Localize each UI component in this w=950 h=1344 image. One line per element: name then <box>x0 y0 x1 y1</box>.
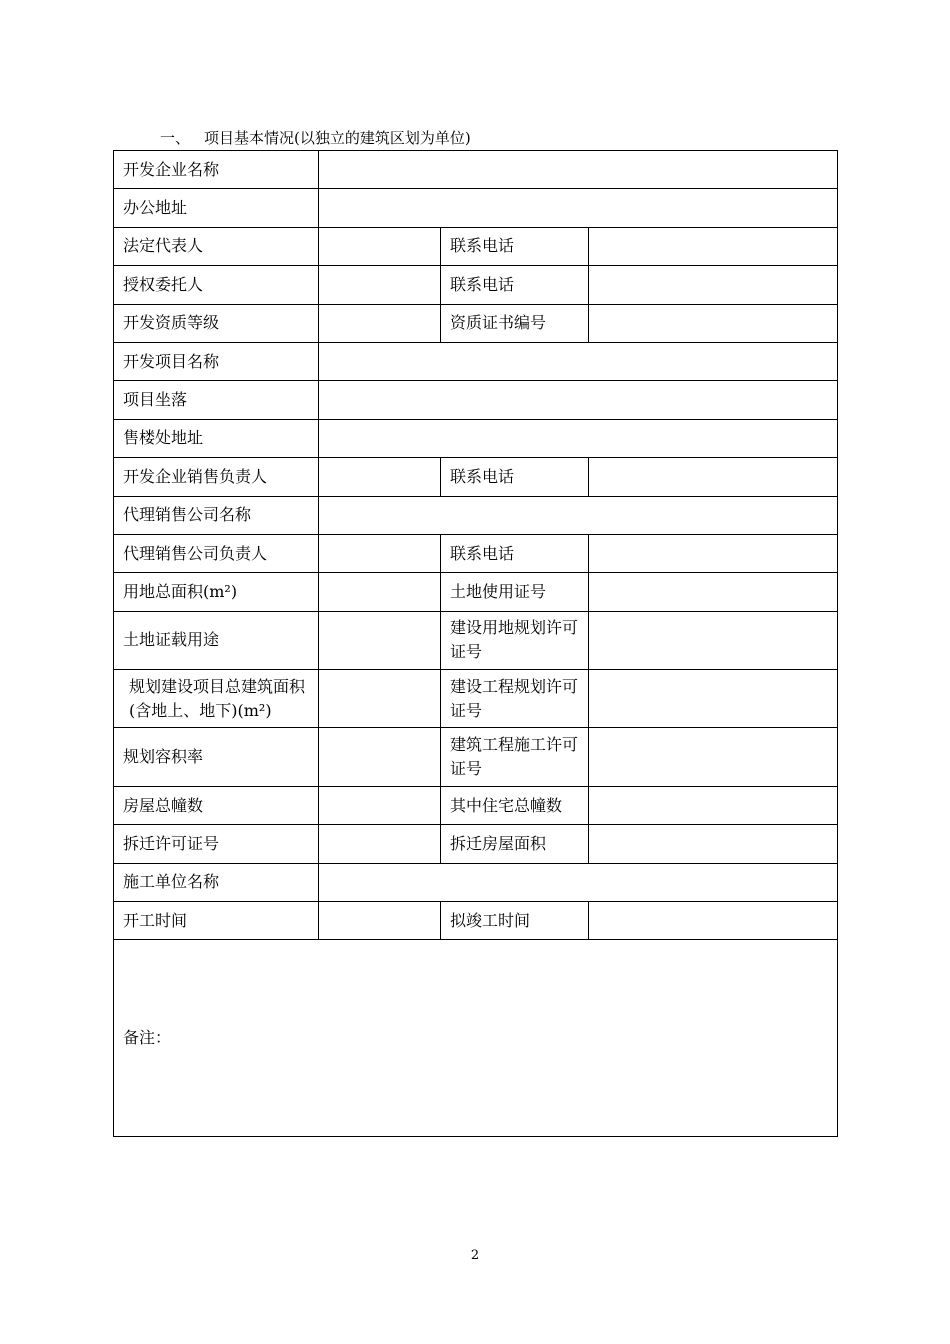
agency-manager-label: 代理销售公司负责人 <box>114 534 319 572</box>
demolition-area-field[interactable] <box>589 825 838 863</box>
remarks-cell[interactable] <box>114 940 838 1137</box>
sales-manager-field[interactable] <box>319 458 441 496</box>
start-time-field[interactable] <box>319 902 441 940</box>
agency-name-field[interactable] <box>319 496 838 534</box>
land-area-label: 用地总面积(m²) <box>114 573 319 611</box>
table-row <box>114 728 838 786</box>
total-buildings-field[interactable] <box>319 786 441 824</box>
table-row <box>114 458 838 496</box>
table-row <box>114 189 838 227</box>
project-name-field[interactable] <box>319 342 838 380</box>
table-row <box>114 825 838 863</box>
legal-rep-phone-label: 联系电话 <box>441 227 589 265</box>
table-row <box>114 670 838 728</box>
sales-office-address-label: 售楼处地址 <box>114 419 319 457</box>
total-floor-area-field[interactable] <box>319 670 441 728</box>
project-info-table <box>113 150 838 1137</box>
land-use-cert-no-label: 土地使用证号 <box>441 573 589 611</box>
project-location-label: 项目坐落 <box>114 381 319 419</box>
table-row <box>114 342 838 380</box>
residential-buildings-field[interactable] <box>589 786 838 824</box>
qualification-level-label: 开发资质等级 <box>114 304 319 342</box>
total-buildings-label: 房屋总幢数 <box>114 786 319 824</box>
contractor-name-label: 施工单位名称 <box>114 863 319 901</box>
sales-office-address-field[interactable] <box>319 419 838 457</box>
table-row <box>114 266 838 304</box>
qualification-cert-no-label: 资质证书编号 <box>441 304 589 342</box>
construction-land-permit-field[interactable] <box>589 611 838 669</box>
table-row <box>114 496 838 534</box>
contractor-name-field[interactable] <box>319 863 838 901</box>
residential-buildings-label: 其中住宅总幢数 <box>441 786 589 824</box>
qualification-level-field[interactable] <box>319 304 441 342</box>
agency-manager-phone-field[interactable] <box>589 534 838 572</box>
authorized-agent-phone-field[interactable] <box>589 266 838 304</box>
table-row <box>114 573 838 611</box>
table-row <box>114 902 838 940</box>
agency-manager-phone-label: 联系电话 <box>441 534 589 572</box>
construction-works-permit-label: 建筑工程施工许可证号 <box>441 728 589 786</box>
start-time-label: 开工时间 <box>114 902 319 940</box>
section-heading <box>160 128 471 148</box>
table-row <box>114 151 838 189</box>
project-location-field[interactable] <box>319 381 838 419</box>
page-number: 2 <box>470 1248 480 1263</box>
land-cert-use-field[interactable] <box>319 611 441 669</box>
table-row <box>114 611 838 669</box>
completion-time-field[interactable] <box>589 902 838 940</box>
authorized-agent-phone-label: 联系电话 <box>441 266 589 304</box>
sales-manager-phone-field[interactable] <box>589 458 838 496</box>
project-name-label: 开发项目名称 <box>114 342 319 380</box>
section-number: 一、 <box>160 129 191 147</box>
table-row <box>114 227 838 265</box>
table-row <box>114 863 838 901</box>
sales-manager-phone-label: 联系电话 <box>441 458 589 496</box>
construction-project-permit-field[interactable] <box>589 670 838 728</box>
section-title: 项目基本情况(以独立的建筑区划为单位) <box>204 129 471 147</box>
plot-ratio-field[interactable] <box>319 728 441 786</box>
legal-rep-field[interactable] <box>319 227 441 265</box>
table-row <box>114 304 838 342</box>
construction-project-permit-label: 建设工程规划许可证号 <box>441 670 589 728</box>
construction-works-permit-field[interactable] <box>589 728 838 786</box>
legal-rep-phone-field[interactable] <box>589 227 838 265</box>
agency-manager-field[interactable] <box>319 534 441 572</box>
authorized-agent-label: 授权委托人 <box>114 266 319 304</box>
authorized-agent-field[interactable] <box>319 266 441 304</box>
office-address-field[interactable] <box>319 189 838 227</box>
demolition-area-label: 拆迁房屋面积 <box>441 825 589 863</box>
total-floor-area-label: 规划建设项目总建筑面积(含地上、地下)(m²) <box>114 670 319 728</box>
land-area-field[interactable] <box>319 573 441 611</box>
office-address-label: 办公地址 <box>114 189 319 227</box>
land-use-cert-no-field[interactable] <box>589 573 838 611</box>
construction-land-permit-label: 建设用地规划许可证号 <box>441 611 589 669</box>
demolition-permit-no-label: 拆迁许可证号 <box>114 825 319 863</box>
developer-name-field[interactable] <box>319 151 838 189</box>
table-row <box>114 940 838 1137</box>
table-row <box>114 534 838 572</box>
completion-time-label: 拟竣工时间 <box>441 902 589 940</box>
table-row <box>114 786 838 824</box>
plot-ratio-label: 规划容积率 <box>114 728 319 786</box>
agency-name-label: 代理销售公司名称 <box>114 496 319 534</box>
demolition-permit-no-field[interactable] <box>319 825 441 863</box>
remarks-label: 备注： <box>123 1028 172 1048</box>
qualification-cert-no-field[interactable] <box>589 304 838 342</box>
table-row <box>114 419 838 457</box>
sales-manager-label: 开发企业销售负责人 <box>114 458 319 496</box>
land-cert-use-label: 土地证载用途 <box>114 611 319 669</box>
table-row <box>114 381 838 419</box>
developer-name-label: 开发企业名称 <box>114 151 319 189</box>
legal-rep-label: 法定代表人 <box>114 227 319 265</box>
